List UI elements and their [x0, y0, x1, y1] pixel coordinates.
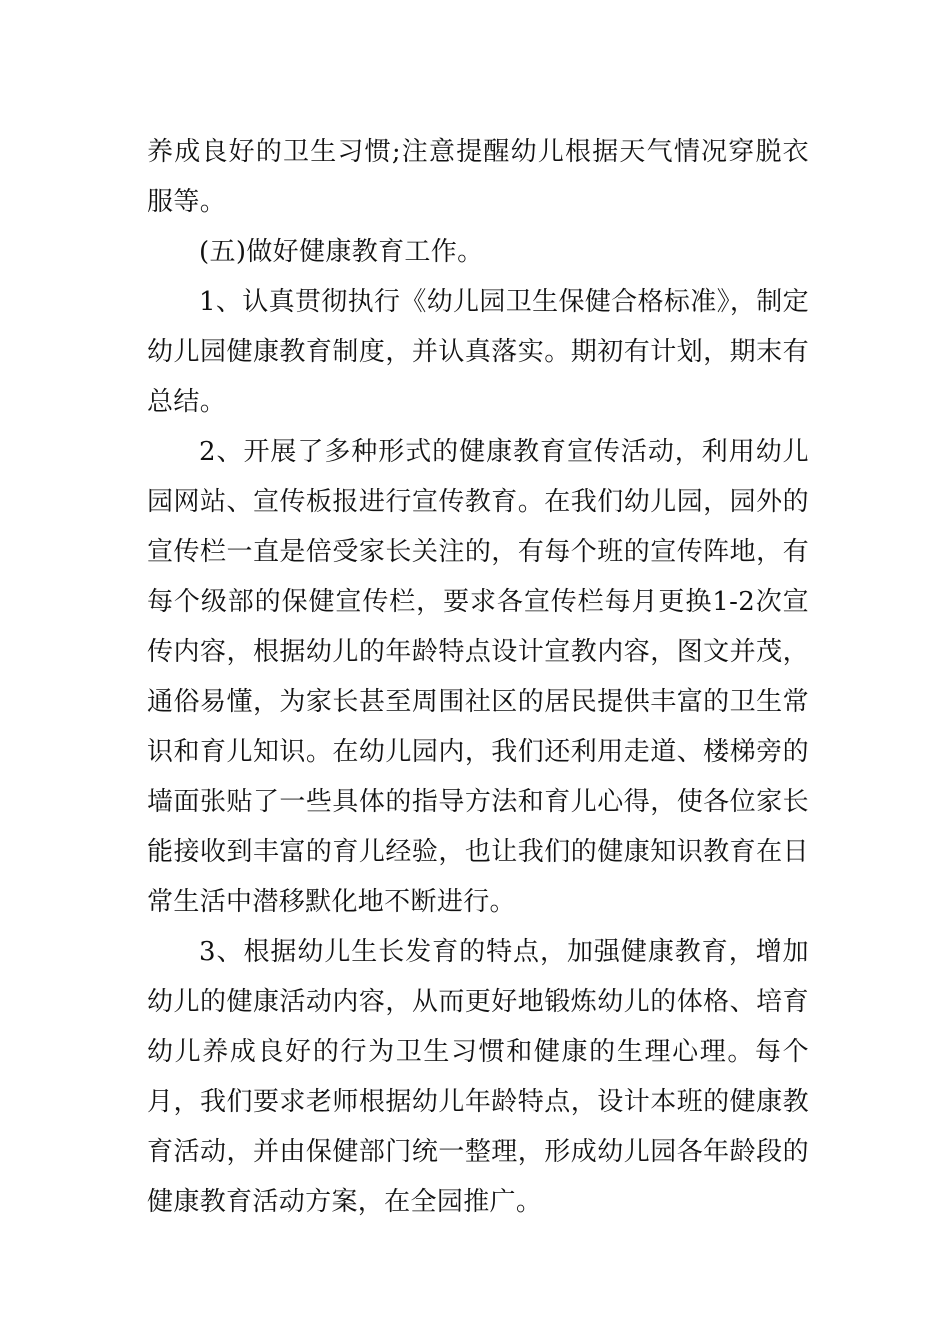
paragraph-item-3: 3、根据幼儿生长发育的特点，加强健康教育，增加幼儿的健康活动内容，从而更好地锻炼幼儿的体格、培育幼儿养成良好的行为卫生习惯和健康的生理心理。每个月，我们要求老师根据幼儿年龄特点，设计本班的健康教育活动，并由保健部门统一整理，形成幼儿园各年龄段的健康教育活动方案，在全园推广。: [147, 937, 809, 1217]
section-heading-health-education: (五)做好健康教育工作。: [199, 237, 484, 267]
paragraph-continuation: 养成良好的卫生习惯;注意提醒幼儿根据天气情况穿脱衣服等。: [147, 137, 809, 217]
paragraph-item-1: 1、认真贯彻执行《幼儿园卫生保健合格标准》，制定幼儿园健康教育制度，并认真落实。期初有计划，期末有总结。: [147, 287, 809, 417]
document-body: [147, 127, 809, 1227]
paragraph-item-2: 2、开展了多种形式的健康教育宣传活动，利用幼儿园网站、宣传板报进行宣传教育。在我们幼儿园，园外的宣传栏一直是倍受家长关注的，有每个班的宣传阵地，有每个级部的保健宣传栏，要求各宣传栏每月更换1-2次宣传内容，根据幼儿的年龄特点设计宣教内容，图文并茂，通俗易懂，为家长甚至周围社区的居民提供丰富的卫生常识和育儿知识。在幼儿园内，我们还利用走道、楼梯旁的墙面张贴了一些具体的指导方法和育儿心得，使各位家长能接收到丰富的育儿经验，也让我们的健康知识教育在日常生活中潜移默化地不断进行。: [147, 437, 809, 917]
